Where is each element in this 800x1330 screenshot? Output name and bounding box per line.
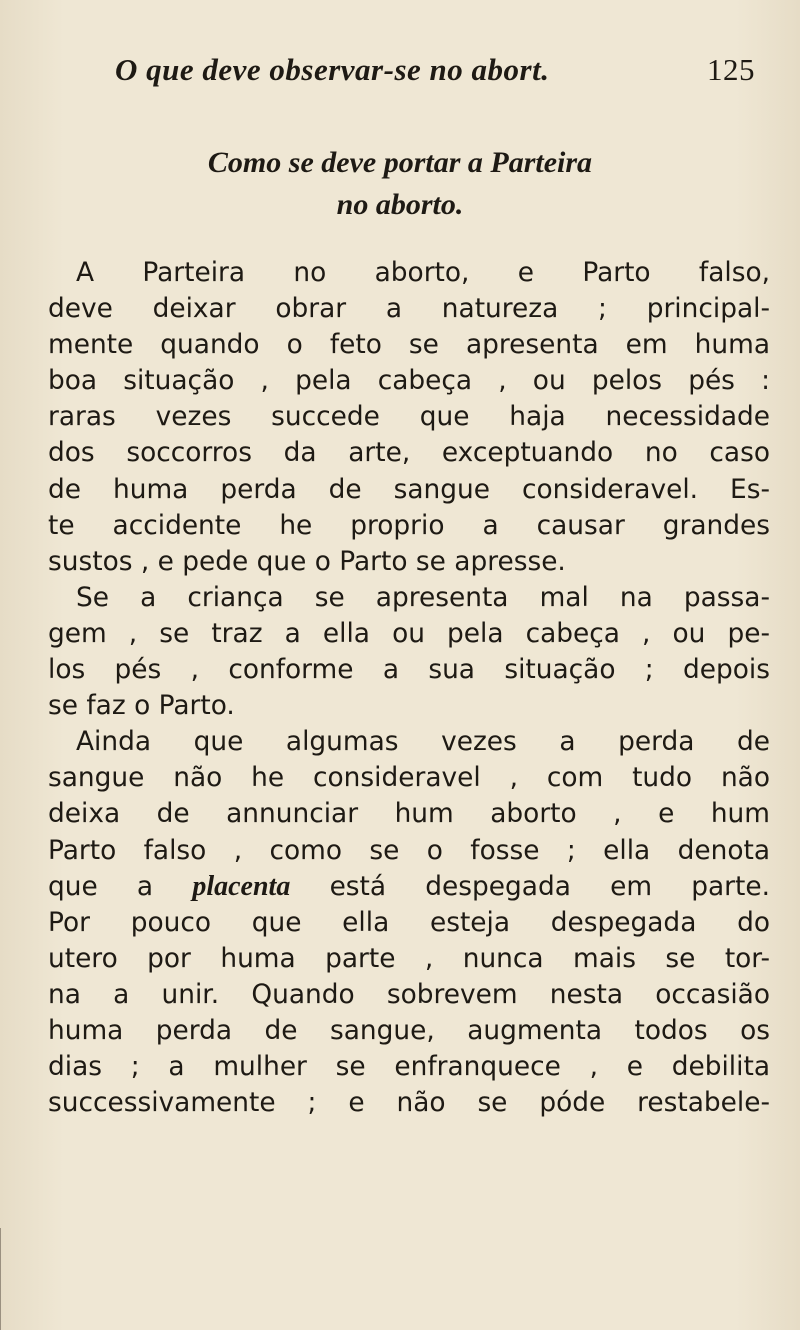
- text-line: de huma perda de sangue consideravel. Es-: [48, 473, 770, 505]
- text-line: dos soccorros da arte, exceptuando no caso: [48, 437, 770, 469]
- text-line: raras vezes succede que haja necessidade: [48, 401, 770, 433]
- section-heading-line-2: no aborto.: [336, 188, 464, 221]
- text-line: sangue não he consideravel , com tudo não: [48, 762, 770, 794]
- text-line: utero por huma parte , nunca mais se tor-: [48, 942, 770, 974]
- text-line: dias ; a mulher se enfranquece , e debilita: [48, 1051, 770, 1083]
- section-heading-line-1: Como se deve portar a Parteira: [207, 146, 593, 179]
- running-head: [115, 52, 755, 96]
- text-line: se faz o Parto.: [48, 690, 235, 722]
- page-edge-mark: [0, 1228, 15, 1330]
- text-line: mente quando o feto se apresenta em huma: [48, 329, 770, 361]
- text-line-placenta: [48, 869, 770, 905]
- text-line: huma perda de sangue, augmenta todos os: [48, 1014, 770, 1046]
- running-head-title: O que deve observar-se no abort.: [115, 52, 550, 87]
- text-line: successivamente ; e não se póde restabele-: [48, 1087, 770, 1119]
- text-line: gem , se traz a ella ou pela cabeça , ou pe-: [48, 617, 770, 649]
- text-line: Ainda que algumas vezes a perda de: [76, 726, 770, 758]
- placenta-italic: placenta: [192, 870, 291, 902]
- text-line: boa situação , pela cabeça , ou pelos pés :: [48, 365, 770, 397]
- text-line: deve deixar obrar a natureza ; principal-: [48, 293, 770, 325]
- text-line: deixa de annunciar hum aborto , e hum: [48, 798, 770, 830]
- text-line: los pés , conforme a sua situação ; depois: [48, 654, 770, 686]
- body-text: [48, 255, 770, 1121]
- page-number: 125: [707, 52, 755, 87]
- text-line: sustos , e pede que o Parto se apresse.: [48, 545, 566, 577]
- text-fragment: que a: [48, 870, 193, 902]
- text-fragment: está despegada em parte.: [290, 870, 771, 902]
- text-line: Parto falso , como se o fosse ; ella denota: [48, 834, 770, 866]
- text-line: A Parteira no aborto, e Parto falso,: [76, 257, 770, 288]
- text-line: Por pouco que ella esteja despegada do: [48, 906, 770, 938]
- text-line: Se a criança se apresenta mal na passa-: [76, 581, 770, 613]
- text-line: na a unir. Quando sobrevem nesta occasião: [48, 978, 770, 1010]
- text-line: te accidente he proprio a causar grandes: [48, 509, 770, 541]
